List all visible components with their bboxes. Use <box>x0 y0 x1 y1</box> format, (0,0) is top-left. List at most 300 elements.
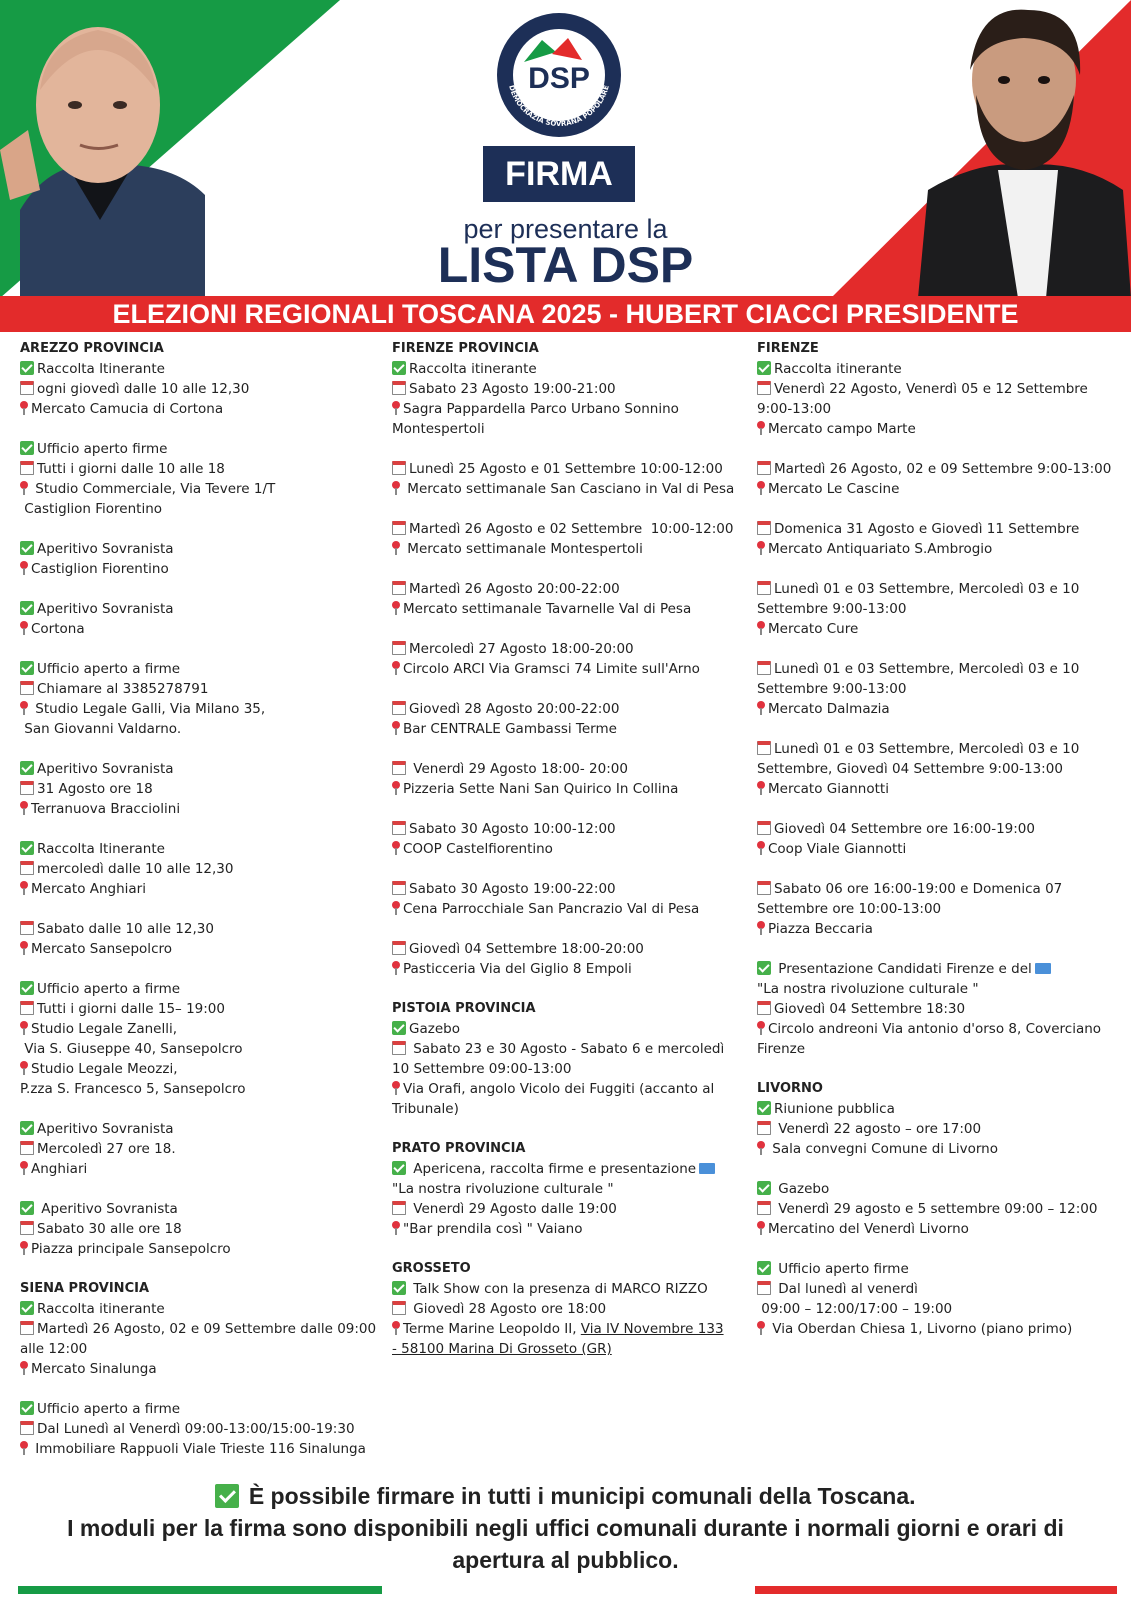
event-line <box>392 539 742 559</box>
event-line-text: Raccolta Itinerante <box>37 841 165 857</box>
event-line <box>20 919 378 939</box>
event-block <box>757 1179 1117 1239</box>
event-line-text: Sabato 30 Agosto 10:00-12:00 <box>409 821 616 837</box>
event-line-text: Sabato 23 e 30 Agosto - Sabato 6 e mercoledì 10 Settembre 09:00-13:00 <box>392 1041 729 1077</box>
dsp-logo <box>494 10 624 140</box>
event-line <box>20 999 378 1019</box>
book-icon <box>699 1163 715 1174</box>
event-line-text: Tutti i giorni dalle 15– 19:00 <box>37 1001 225 1017</box>
event-line-text: Mercato Antiquariato S.Ambrogio <box>768 541 993 557</box>
location-pin-icon <box>20 1441 28 1455</box>
event-line-text: Lunedì 25 Agosto e 01 Settembre 10:00-12:00 <box>409 461 723 477</box>
event-line <box>757 419 1117 439</box>
calendar-icon <box>392 821 406 835</box>
event-line-text: Mercato Le Cascine <box>768 481 900 497</box>
event-line <box>757 1259 1117 1279</box>
event-line-text: Studio Legale Zanelli, <box>31 1021 177 1037</box>
event-line-text: Martedì 26 Agosto, 02 e 09 Settembre dalle 09:00 alle 12:00 <box>20 1321 381 1357</box>
location-pin-icon <box>757 1221 765 1235</box>
event-line <box>20 1059 378 1079</box>
check-icon <box>20 661 34 675</box>
calendar-icon <box>392 1201 406 1215</box>
event-line-text: Gazebo <box>774 1181 830 1197</box>
event-line-text: COOP Castelfiorentino <box>403 841 553 857</box>
event-line <box>20 1079 378 1099</box>
event-line-text: Mercato campo Marte <box>768 421 916 437</box>
event-line <box>392 1159 742 1179</box>
location-pin-icon <box>757 621 765 635</box>
location-pin-icon <box>20 621 28 635</box>
location-pin-icon <box>20 1241 28 1255</box>
event-line <box>20 1359 378 1379</box>
section-title: AREZZO PROVINCIA <box>20 341 164 356</box>
location-pin-icon <box>392 721 400 735</box>
calendar-icon <box>20 381 34 395</box>
event-block <box>392 1279 742 1359</box>
footer-note <box>20 1480 1111 1576</box>
event-line <box>757 519 1117 539</box>
event-line <box>20 939 378 959</box>
event-line-text: Castiglion Fiorentino <box>31 561 169 577</box>
location-pin-icon <box>757 421 765 435</box>
event-line <box>392 759 742 779</box>
event-line-text: Mercato Sansepolcro <box>31 941 172 957</box>
location-pin-icon <box>392 481 400 495</box>
event-line-text: ogni giovedì dalle 10 alle 12,30 <box>37 381 250 397</box>
event-line <box>757 1099 1117 1119</box>
event-line <box>757 699 1117 719</box>
event-line <box>20 979 378 999</box>
check-icon <box>392 361 406 375</box>
event-line <box>392 939 742 959</box>
section-title: SIENA PROVINCIA <box>20 1281 150 1296</box>
event-block <box>392 759 742 799</box>
calendar-icon <box>757 661 771 675</box>
calendar-icon <box>757 881 771 895</box>
event-line-text: Piazza principale Sansepolcro <box>31 1241 231 1257</box>
section-title: GROSSETO <box>392 1261 471 1276</box>
location-pin-icon <box>392 1221 400 1235</box>
calendar-icon <box>392 381 406 395</box>
event-line-text: Sagra Pappardella Parco Urbano Sonnino Montespertoli <box>392 401 684 437</box>
event-line <box>392 899 742 919</box>
event-line-text: Studio Legale Meozzi, <box>31 1061 178 1077</box>
event-line-text: Terranuova Bracciolini <box>31 801 181 817</box>
event-line <box>392 359 742 379</box>
event-line <box>757 1119 1117 1139</box>
event-line <box>392 819 742 839</box>
calendar-icon <box>757 461 771 475</box>
calendar-icon <box>392 461 406 475</box>
event-line-text: Mercoledì 27 ore 18. <box>37 1141 176 1157</box>
event-line <box>757 1179 1117 1199</box>
event-block <box>392 639 742 679</box>
event-line-text[interactable]: - 58100 Marina Di Grosseto (GR) <box>392 1341 612 1357</box>
event-line-text: Martedì 26 Agosto e 02 Settembre 10:00-12:00 <box>409 521 734 537</box>
location-pin-icon <box>20 1021 28 1035</box>
event-line-text: Ufficio aperto a firme <box>37 661 181 677</box>
calendar-icon <box>20 1421 34 1435</box>
event-line <box>392 579 742 599</box>
event-line-text: Lunedì 01 e 03 Settembre, Mercoledì 03 e 10 Settembre, Giovedì 04 Settembre 9:00-13:00 <box>757 741 1084 777</box>
event-line <box>20 1039 378 1059</box>
location-pin-icon <box>757 701 765 715</box>
event-line-text: Raccolta Itinerante <box>37 361 165 377</box>
location-pin-icon <box>392 401 400 415</box>
event-block <box>392 819 742 859</box>
event-line-text: Giovedì 28 Agosto ore 18:00 <box>409 1301 607 1317</box>
location-pin-icon <box>20 881 28 895</box>
check-icon <box>757 361 771 375</box>
event-line-text: Circolo ARCI Via Gramsci 74 Limite sull'Arno <box>403 661 700 677</box>
logo-ring-text: DEMOCRAZIA SOVRANA POPOLARE <box>507 84 611 129</box>
location-pin-icon <box>392 841 400 855</box>
event-line-text: Pizzeria Sette Nani San Quirico In Collina <box>403 781 679 797</box>
event-line-text: Martedì 26 Agosto, 02 e 09 Settembre 9:00-13:00 <box>774 461 1112 477</box>
calendar-icon <box>757 1281 771 1295</box>
calendar-icon <box>757 581 771 595</box>
calendar-icon <box>20 921 34 935</box>
calendar-icon <box>757 1201 771 1215</box>
event-line-text: "Bar prendila così " Vaiano <box>403 1221 583 1237</box>
calendar-icon <box>392 1301 406 1315</box>
calendar-icon <box>392 641 406 655</box>
event-block <box>20 1199 378 1259</box>
event-line <box>392 1019 742 1039</box>
event-line <box>757 1299 1117 1319</box>
event-line <box>20 759 378 779</box>
event-line <box>757 1139 1117 1159</box>
event-line <box>392 1299 742 1319</box>
event-line <box>20 1319 381 1359</box>
event-line <box>392 459 742 479</box>
event-line-text: Mercato Cure <box>768 621 859 637</box>
location-pin-icon <box>20 941 28 955</box>
event-line-text: "La nostra rivoluzione culturale " <box>757 981 979 997</box>
section-title: LIVORNO <box>757 1081 823 1096</box>
location-pin-icon <box>20 1061 28 1075</box>
event-line <box>20 599 378 619</box>
calendar-icon <box>757 741 771 755</box>
event-block <box>392 879 742 919</box>
event-line <box>20 499 378 519</box>
event-line-text: Sala convegni Comune di Livorno <box>768 1141 998 1157</box>
event-line-text: Ufficio aperto firme <box>774 1261 909 1277</box>
event-block <box>20 1399 378 1459</box>
location-pin-icon <box>392 781 400 795</box>
location-pin-icon <box>757 841 765 855</box>
event-line-text: Sabato 06 ore 16:00-19:00 e Domenica 07 Settembre ore 10:00-13:00 <box>757 881 1067 917</box>
check-icon <box>392 1021 406 1035</box>
check-icon <box>20 1301 34 1315</box>
location-pin-icon <box>757 481 765 495</box>
check-icon <box>20 441 34 455</box>
location-pin-icon <box>20 401 28 415</box>
event-line-text: Giovedì 04 Settembre 18:30 <box>774 1001 966 1017</box>
event-line <box>392 779 742 799</box>
event-line <box>20 1239 378 1259</box>
event-line-text: Mercato Sinalunga <box>31 1361 157 1377</box>
event-line-text: "La nostra rivoluzione culturale " <box>392 1181 614 1197</box>
event-line <box>757 579 1117 619</box>
event-line <box>392 1039 742 1079</box>
section-title: PRATO PROVINCIA <box>392 1141 526 1156</box>
event-line <box>392 699 742 719</box>
event-line <box>392 1279 742 1299</box>
event-line-text: Pasticceria Via del Giglio 8 Empoli <box>403 961 632 977</box>
location-pin-icon <box>392 1321 400 1335</box>
event-line <box>757 459 1117 479</box>
event-line <box>392 639 742 659</box>
event-line-text: Talk Show con la presenza di MARCO RIZZO <box>409 1281 708 1297</box>
location-pin-icon <box>20 801 28 815</box>
location-pin-icon <box>757 921 765 935</box>
event-line-text: Venerdì 22 Agosto, Venerdì 05 e 12 Settembre 9:00-13:00 <box>757 381 1093 417</box>
event-line-text: Ufficio aperto a firme <box>37 1401 181 1417</box>
event-line-text: Studio Legale Galli, Via Milano 35, <box>31 701 266 717</box>
event-line-text: Coop Viale Giannotti <box>768 841 907 857</box>
event-line-text: Via S. Giuseppe 40, Sansepolcro <box>20 1041 243 1057</box>
event-block <box>392 939 742 979</box>
event-block <box>20 539 378 579</box>
event-block <box>20 1299 381 1379</box>
calendar-icon <box>757 821 771 835</box>
event-block <box>20 359 378 419</box>
check-icon <box>20 601 34 615</box>
event-line-text: Mercato Anghiari <box>31 881 146 897</box>
event-line-text: Ufficio aperto a firme <box>37 981 181 997</box>
event-block <box>757 739 1117 799</box>
event-line-text: Giovedì 04 Settembre ore 16:00-19:00 <box>774 821 1035 837</box>
footer-line-2: I moduli per la firma sono disponibili negli uffici comunali durante i normali giorni e orari di apertura al pubblico. <box>67 1515 1064 1573</box>
check-icon <box>20 1121 34 1135</box>
calendar-icon <box>20 1001 34 1015</box>
event-line-text: Sabato 30 Agosto 19:00-22:00 <box>409 881 616 897</box>
calendar-icon <box>757 1121 771 1135</box>
event-line-text: Aperitivo Sovranista <box>37 1201 178 1217</box>
calendar-icon <box>392 581 406 595</box>
event-line-text: Apericena, raccolta firme e presentazione <box>409 1161 697 1177</box>
check-icon <box>757 1101 771 1115</box>
event-line <box>392 959 742 979</box>
event-line <box>20 839 378 859</box>
event-line-text: Bar CENTRALE Gambassi Terme <box>403 721 617 737</box>
green-footer-stripe <box>18 1586 382 1594</box>
event-line <box>20 459 378 479</box>
event-line <box>757 359 1117 379</box>
event-block <box>392 519 742 559</box>
event-line <box>20 779 378 799</box>
event-line <box>20 1299 378 1319</box>
event-line-text: San Giovanni Valdarno. <box>20 721 182 737</box>
event-block <box>20 759 378 819</box>
check-icon <box>757 1261 771 1275</box>
event-line-text: Circolo andreoni Via antonio d'orso 8, Coverciano Firenze <box>757 1021 1106 1057</box>
calendar-icon <box>20 781 34 795</box>
event-line <box>20 719 378 739</box>
event-line-text: Castiglion Fiorentino <box>20 501 163 517</box>
check-icon <box>20 1201 34 1215</box>
event-block <box>757 1099 1117 1159</box>
event-line <box>20 879 378 899</box>
event-line <box>20 1139 378 1159</box>
location-pin-icon <box>20 1361 28 1375</box>
event-line <box>757 739 1117 779</box>
event-line-text: Sabato 23 Agosto 19:00-21:00 <box>409 381 616 397</box>
event-block <box>757 1259 1117 1339</box>
event-line <box>757 1219 1117 1239</box>
event-line-text: Giovedì 28 Agosto 20:00-22:00 <box>409 701 620 717</box>
section-title: PISTOIA PROVINCIA <box>392 1001 536 1016</box>
event-line-text: Chiamare al 3385278791 <box>37 681 209 697</box>
event-line <box>392 1319 742 1339</box>
calendar-icon <box>392 881 406 895</box>
event-line-text: Via Oberdan Chiesa 1, Livorno (piano primo) <box>768 1321 1073 1337</box>
logo-text: DSP <box>528 62 590 95</box>
event-line-text: Riunione pubblica <box>774 1101 895 1117</box>
calendar-icon <box>392 941 406 955</box>
location-pin-icon <box>392 1081 400 1095</box>
event-line-text: Sabato dalle 10 alle 12,30 <box>37 921 214 937</box>
event-line-text: Giovedì 04 Settembre 18:00-20:00 <box>409 941 644 957</box>
check-icon <box>20 361 34 375</box>
check-icon <box>215 1484 239 1508</box>
location-pin-icon <box>392 961 400 975</box>
event-block <box>20 919 378 959</box>
event-line-text: 09:00 – 12:00/17:00 – 19:00 <box>757 1301 953 1317</box>
event-line <box>20 659 378 679</box>
event-line <box>20 1159 378 1179</box>
event-block <box>757 959 1117 1059</box>
event-line <box>757 539 1117 559</box>
event-line <box>20 539 378 559</box>
check-icon <box>20 541 34 555</box>
event-line-text: Terme Marine Leopoldo II, <box>403 1321 581 1337</box>
event-block <box>392 359 742 439</box>
event-line <box>392 839 742 859</box>
location-pin-icon <box>392 661 400 675</box>
event-line <box>757 1279 1117 1299</box>
event-block <box>20 839 378 899</box>
location-pin-icon <box>20 701 28 715</box>
location-pin-icon <box>757 781 765 795</box>
event-line-text: Aperitivo Sovranista <box>37 541 174 557</box>
event-line <box>757 1019 1117 1059</box>
check-icon <box>20 1401 34 1415</box>
event-line-text: Aperitivo Sovranista <box>37 761 174 777</box>
event-line-text: mercoledì dalle 10 alle 12,30 <box>37 861 234 877</box>
red-footer-stripe <box>755 1586 1117 1594</box>
event-line <box>757 879 1117 919</box>
event-line <box>20 1439 378 1459</box>
event-block <box>392 1019 742 1119</box>
event-line-text: Dal Lunedì al Venerdì 09:00-13:00/15:00-19:30 <box>37 1421 355 1437</box>
event-line <box>20 1119 378 1139</box>
event-line-text: Studio Commerciale, Via Tevere 1/T <box>31 481 276 497</box>
event-line <box>757 959 1117 979</box>
event-line <box>757 999 1117 1019</box>
event-line-text: Lunedì 01 e 03 Settembre, Mercoledì 03 e 10 Settembre 9:00-13:00 <box>757 581 1084 617</box>
calendar-icon <box>392 761 406 775</box>
event-line <box>20 1419 378 1439</box>
location-pin-icon <box>20 1161 28 1175</box>
event-line <box>757 919 1117 939</box>
event-line <box>392 519 742 539</box>
event-line-text: Tutti i giorni dalle 10 alle 18 <box>37 461 225 477</box>
event-line <box>392 599 742 619</box>
check-icon <box>757 1181 771 1195</box>
check-icon <box>20 841 34 855</box>
event-block <box>757 819 1117 859</box>
event-line-text: Anghiari <box>31 1161 88 1177</box>
firma-label: FIRMA <box>483 146 635 202</box>
location-pin-icon <box>392 601 400 615</box>
event-line-text: Venerdì 29 Agosto 18:00- 20:00 <box>409 761 628 777</box>
event-line <box>20 619 378 639</box>
event-block <box>20 1119 378 1179</box>
event-block <box>20 979 378 1099</box>
location-pin-icon <box>392 901 400 915</box>
event-line <box>757 379 1117 419</box>
event-line <box>20 1399 378 1419</box>
event-line <box>20 1219 378 1239</box>
event-line <box>757 1319 1117 1339</box>
event-line <box>20 859 378 879</box>
event-line-text: Via Orafi, angolo Vicolo dei Fuggiti (accanto al Tribunale) <box>392 1081 719 1117</box>
event-line <box>392 719 742 739</box>
event-line-text: Immobiliare Rappuoli Viale Trieste 116 Sinalunga <box>31 1441 366 1457</box>
calendar-icon <box>757 521 771 535</box>
check-icon <box>392 1161 406 1175</box>
check-icon <box>757 961 771 975</box>
calendar-icon <box>20 1141 34 1155</box>
per-presentare-text: per presentare la <box>463 214 668 244</box>
event-line-text: Mercato settimanale Tavarnelle Val di Pesa <box>403 601 692 617</box>
location-pin-icon <box>392 541 400 555</box>
event-block <box>20 599 378 639</box>
event-line <box>392 1079 742 1119</box>
event-block <box>392 459 742 499</box>
event-line <box>392 379 742 399</box>
event-line <box>392 479 742 499</box>
event-line-text: Presentazione Candidati Firenze e del <box>774 961 1032 977</box>
event-line-text: 31 Agosto ore 18 <box>37 781 153 797</box>
event-line-text: Ufficio aperto firme <box>37 441 168 457</box>
event-line <box>757 779 1117 799</box>
event-line <box>757 1199 1117 1219</box>
event-line <box>20 399 378 419</box>
event-line-text: Lunedì 01 e 03 Settembre, Mercoledì 03 e 10 Settembre 9:00-13:00 <box>757 661 1084 697</box>
event-line <box>20 799 378 819</box>
event-line <box>757 659 1117 699</box>
section-title: FIRENZE PROVINCIA <box>392 341 539 356</box>
event-line <box>20 559 378 579</box>
event-line-text: Aperitivo Sovranista <box>37 1121 174 1137</box>
event-line-text: Mercato Camucia di Cortona <box>31 401 224 417</box>
calendar-icon <box>20 1221 34 1235</box>
event-line <box>392 879 742 899</box>
grosseto-address-link[interactable]: Via IV Novembre 133 <box>580 1321 724 1337</box>
event-line-text: Domenica 31 Agosto e Giovedì 11 Settembre <box>774 521 1080 537</box>
event-block <box>757 359 1117 439</box>
check-icon <box>392 1281 406 1295</box>
event-line <box>392 659 742 679</box>
location-pin-icon <box>20 481 28 495</box>
event-line <box>20 1199 378 1219</box>
check-icon <box>20 981 34 995</box>
location-pin-icon <box>20 561 28 575</box>
event-line <box>757 479 1117 499</box>
